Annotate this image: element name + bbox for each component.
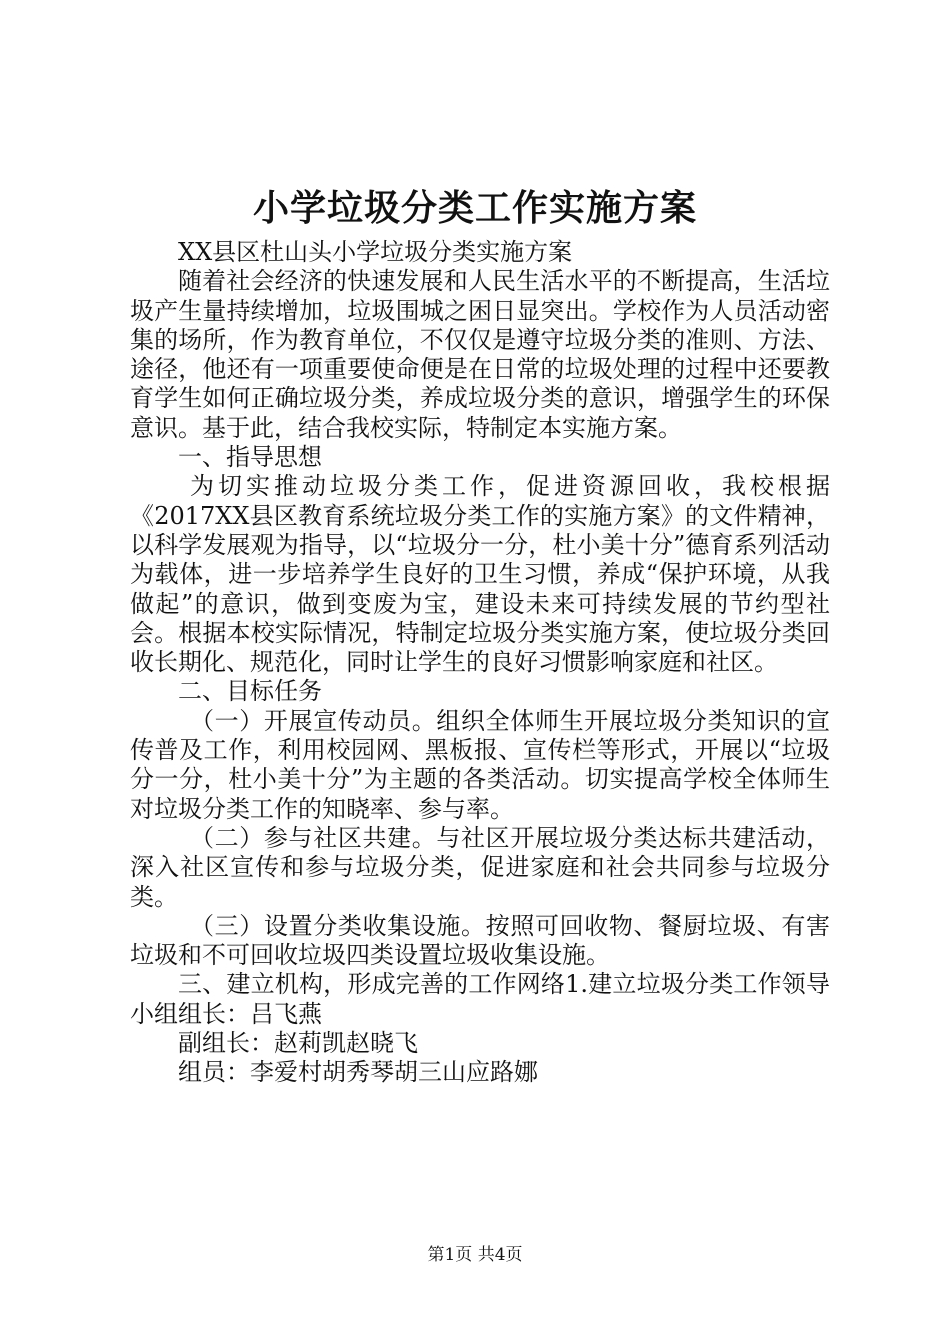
page-footer: 第1页 共4页 — [427, 1245, 523, 1265]
document-body — [130, 238, 830, 1088]
paragraph-intro: 随着社会经济的快速发展和人民生活水平的不断提高，生活垃圾产生量持续增加，垃圾围城之困日显突出。学校作为人员活动密集的场所，作为教育单位，不仅仅是遵守垃圾分类的准则、方法、途径，他还有一项重要使命便是在日常的垃圾处理的过程中还要教育学生如何正确垃圾分类，养成垃圾分类的意识，增强学生的环保意识。基于此，结合我校实际，特制定本实施方案。 — [130, 267, 830, 442]
section-heading-guiding-thought: 一、指导思想 — [178, 443, 322, 472]
paragraph-goal-2: （二）参与社区共建。与社区开展垃圾分类达标共建活动，深入社区宣传和参与垃圾分类，促进家庭和社会共同参与垃圾分类。 — [130, 823, 830, 911]
paragraph-goal-3: （三）设置分类收集设施。按照可回收物、餐厨垃圾、有害垃圾和不可回收垃圾四类设置垃圾收集设施。 — [130, 911, 830, 970]
document-title: 小学垃圾分类工作实施方案 — [252, 187, 697, 229]
paragraph-subtitle: XX县区杜山头小学垃圾分类实施方案 — [178, 238, 573, 266]
paragraph-members: 组员：李爱村胡秀琴胡三山应路娜 — [178, 1058, 538, 1087]
paragraph-deputy-leaders: 副组长：赵莉凯赵晓飞 — [178, 1029, 418, 1058]
paragraph-goal-1: （一）开展宣传动员。组织全体师生开展垃圾分类知识的宣传普及工作，利用校园网、黑板报、宣传栏等形式，开展以“垃圾分一分，杜小美十分”为主题的各类活动。切实提高学校全体师生对垃圾分类工作的知晓率、参与率。 — [130, 706, 830, 823]
paragraph-guiding-thought: 为切实推动垃圾分类工作，促进资源回收，我校根据《2017XX县区教育系统垃圾分类工作的实施方案》的文件精神，以科学发展观为指导，以“垃圾分一分，杜小美十分”德育系列活动为载体，进一步培养学生良好的卫生习惯，养成“保护环境，从我做起”的意识，做到变废为宝，建设未来可持续发展的节约型社会。根据本校实际情况，特制定垃圾分类实施方案，使垃圾分类回收长期化、规范化，同时让学生的良好习惯影响家庭和社区。 — [130, 472, 830, 677]
paragraph-organization: 三、建立机构，形成完善的工作网络1.建立垃圾分类工作领导小组组长：吕飞燕 — [130, 970, 830, 1028]
section-heading-goals: 二、目标任务 — [178, 677, 322, 706]
